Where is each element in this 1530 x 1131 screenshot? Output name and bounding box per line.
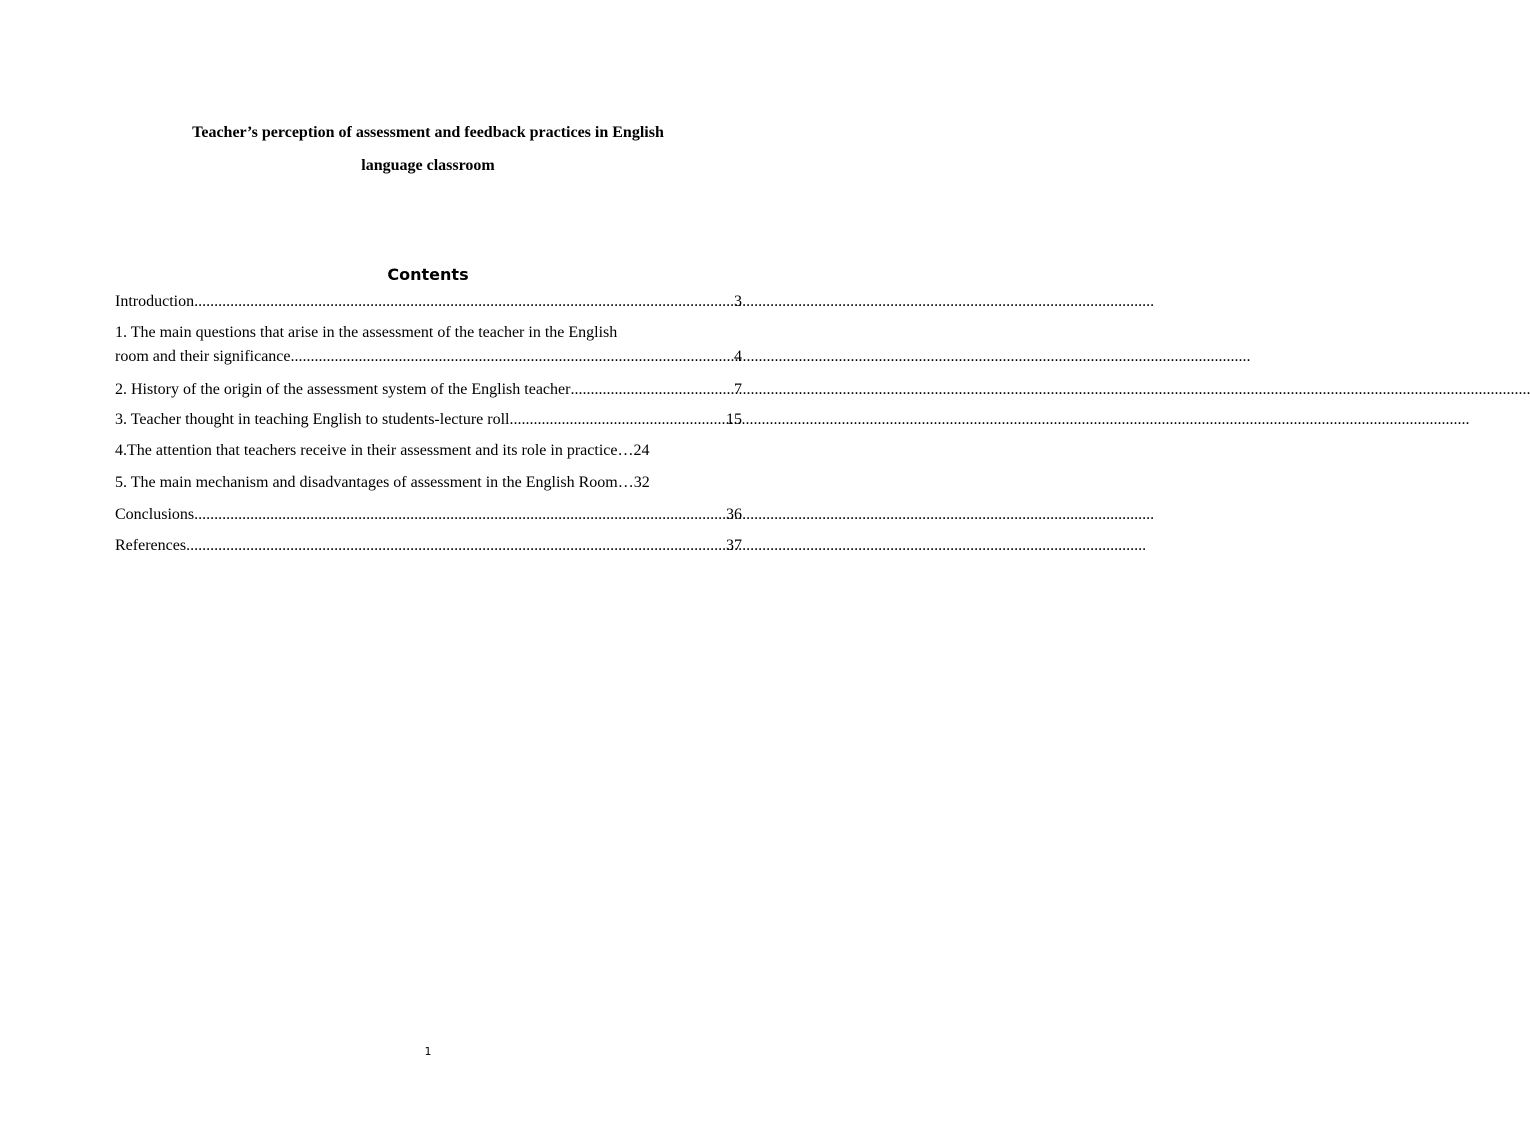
toc-dot-leader <box>291 345 735 369</box>
toc-entry-text: 5. The main mechanism and disadvantages of assessment in the English Room <box>115 474 618 491</box>
toc-entry-conclusions[interactable] <box>115 503 742 527</box>
page-number: 1 <box>424 1045 432 1058</box>
document-title-line-2: language classroom <box>361 157 495 174</box>
toc-dot-leader <box>194 290 734 314</box>
toc-entry-section-4[interactable] <box>115 439 742 463</box>
toc-entry-introduction[interactable] <box>115 290 742 314</box>
toc-page-number: 4 <box>734 348 742 365</box>
toc-entry-text: room and their significance <box>115 348 291 365</box>
toc-page-number: 37 <box>726 537 742 554</box>
toc-dot-leader <box>570 378 734 402</box>
toc-entry-text-line-1: 1. The main questions that arise in the assessment of the teacher in the English <box>115 324 618 341</box>
toc-entry-text: Conclusions <box>115 506 195 523</box>
contents-heading: Contents <box>387 265 469 284</box>
toc-entry-section-2[interactable] <box>115 378 742 402</box>
toc-entry-section-5[interactable] <box>115 471 742 495</box>
toc-page-number: 32 <box>633 474 650 491</box>
toc-entry-text: 4.The attention that teachers receive in their assessment and its role in practice <box>115 442 618 459</box>
toc-entry-text: Introduction <box>115 293 195 310</box>
toc-page-number: 15 <box>726 411 742 428</box>
toc-dot-leader <box>186 534 726 558</box>
toc-dot-leader <box>617 439 633 463</box>
toc-page-number: 7 <box>734 381 742 398</box>
document-title-line-1: Teacher’s perception of assessment and feedback practices in English <box>192 124 664 141</box>
toc-page-number: 24 <box>633 442 650 459</box>
toc-entry-references[interactable] <box>115 534 742 558</box>
toc-entry-text: 3. Teacher thought in teaching English to students-lecture roll <box>115 411 510 428</box>
toc-entry-section-3[interactable] <box>115 408 742 432</box>
toc-dot-leader <box>618 471 634 495</box>
toc-dot-leader <box>509 408 726 432</box>
toc-entry-text: 2. History of the origin of the assessment system of the English teacher <box>115 381 571 398</box>
toc-dot-leader <box>194 503 726 527</box>
toc-page-number: 36 <box>726 506 742 523</box>
toc-entry-text: References <box>115 537 187 554</box>
toc-page-number: 3 <box>734 293 742 310</box>
toc-entry-section-1[interactable] <box>115 321 742 369</box>
